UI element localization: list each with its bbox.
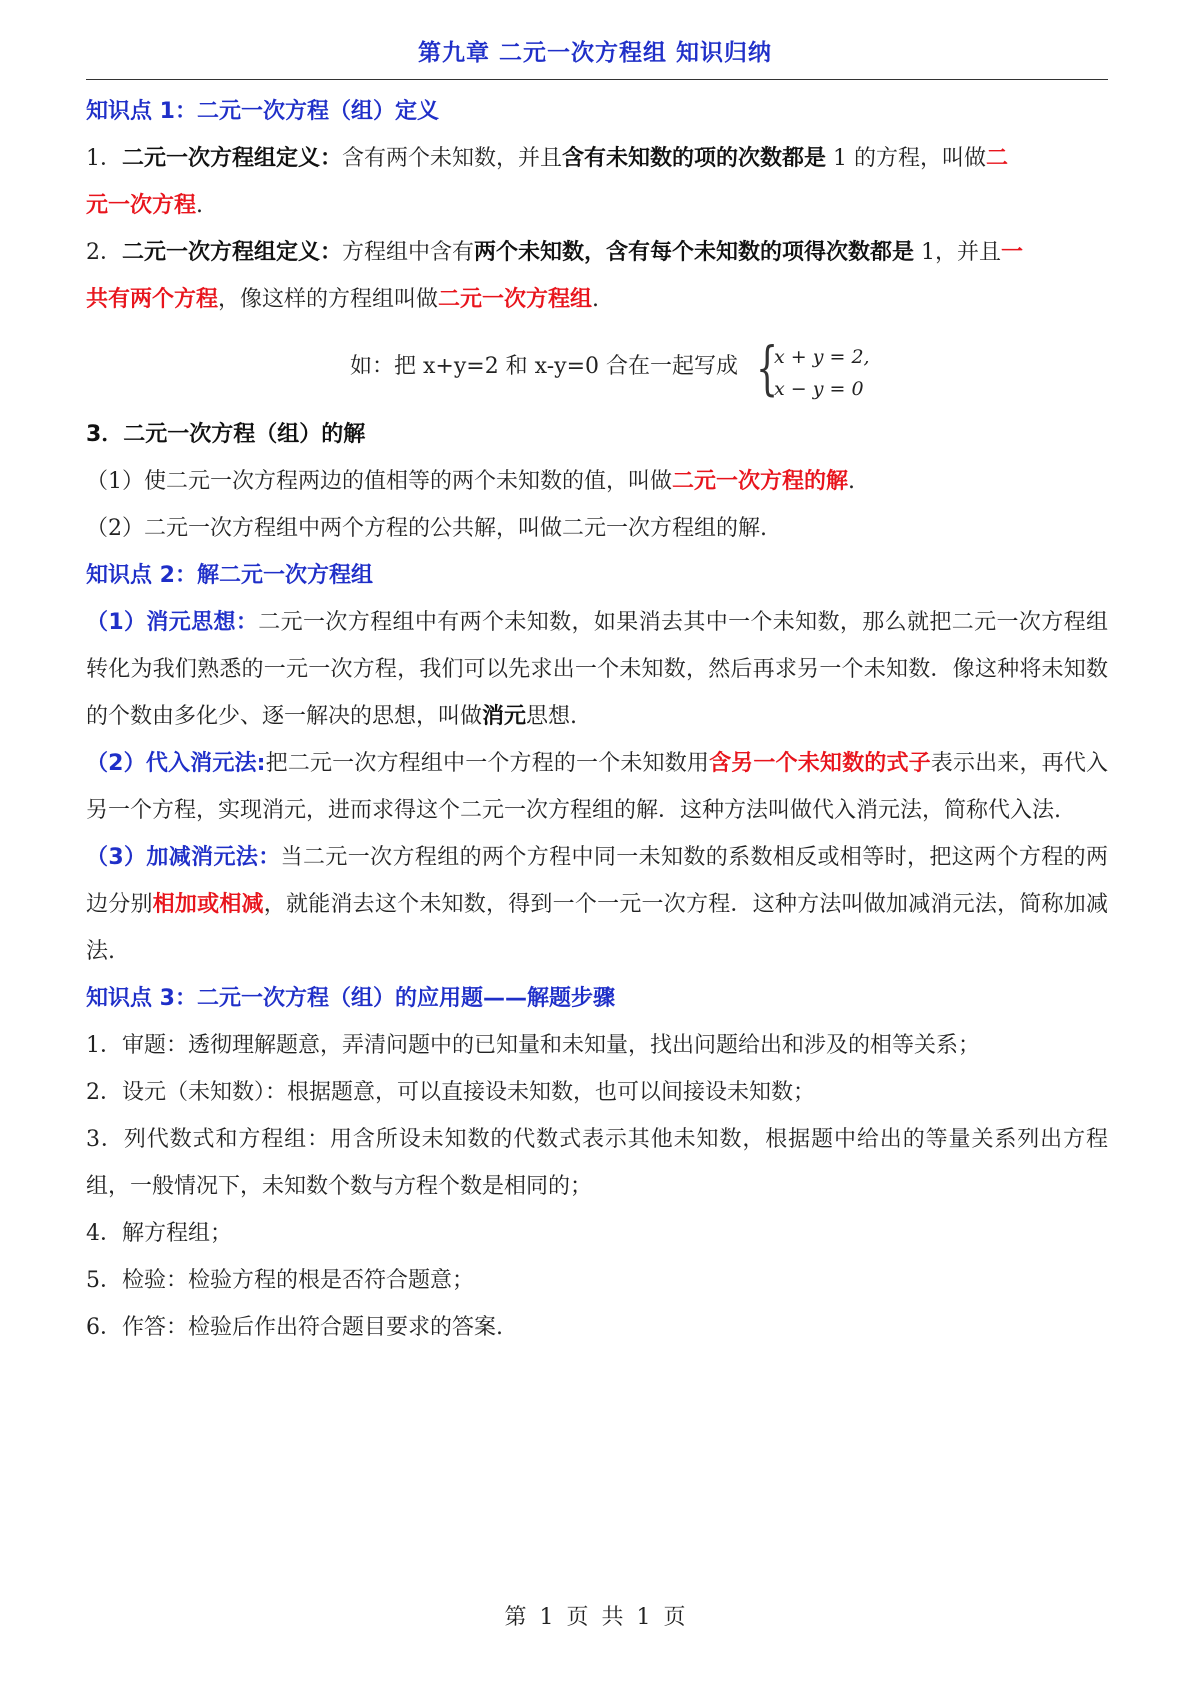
step-item: 4．解方程组； — [86, 1221, 232, 1246]
para-text: 二元一次方程组中有两个未知数，如果消去其中一个未知数，那么就把二元一次方程组转化为我们熟悉的一元一次方程，我们可以先求出一个未知数，然后再求另一个未知数．像这种将未知数的个数由多化少、逐一解决的思想，叫做 — [86, 610, 1108, 729]
kp2-paragraph2 — [86, 740, 1108, 834]
step-item: 1．审题：透彻理解题意，弄清问题中的已知量和未知量，找出问题给出和涉及的相等关系； — [86, 1033, 981, 1058]
item-label: 二元一次方程组定义： — [122, 240, 343, 265]
item-label: 二元一次方程组定义： — [122, 146, 343, 171]
equation-system — [774, 341, 870, 405]
item-bold-text: 两个未知数，含有每个未知数的项得次数都是 — [474, 240, 915, 265]
sub-text: （1）使二元一次方程两边的值相等的两个未知数的值，叫做 — [86, 469, 672, 494]
kp1-item3-heading: 3．二元一次方程（组）的解 — [86, 422, 366, 447]
item-text: ，像这样的方程组叫做 — [218, 287, 439, 312]
para-red-text: 含另一个未知数的式子 — [709, 751, 931, 776]
equation-example — [86, 323, 1108, 411]
step-item: 3．列代数式和方程组：用含所设未知数的代数式表示其他未知数，根据题中给出的等量关系列出方程组，一般情况下，未知数个数与方程个数是相同的； — [86, 1127, 1108, 1199]
sub-red-text: 二元一次方程的解 — [672, 469, 849, 494]
item-end: . — [592, 287, 600, 312]
kp1-item3-sub2: （2）二元一次方程组中两个方程的公共解，叫做二元一次方程组的解. — [86, 516, 767, 541]
item-number: 2． — [86, 240, 122, 265]
example-text: 如：把 x+y=2 和 x-y=0 合在一起写成 — [350, 354, 738, 379]
kp1-item1 — [86, 135, 1108, 229]
equation-line: x − y = 0 — [774, 378, 864, 400]
page-footer: 第 1 页 共 1 页 — [504, 1605, 686, 1630]
item-text: 1，并且 — [914, 240, 1002, 265]
item-red-text: 一 — [1001, 240, 1024, 265]
item-red-text: 二元一次方程组 — [438, 287, 593, 312]
para-bold-text: 消元 — [482, 704, 527, 729]
para-text: 当二元一次方程组的两个方程中同一未知数的系数相反或相等时，把这两个方程的两边分别 — [86, 845, 1108, 917]
para-text: ，就能消去这个未知数，得到一个一元一次方程．这种方法叫做加减消元法，简称加减法. — [86, 892, 1108, 964]
item-bold-text: 含有未知数的项的次数都是 — [562, 146, 827, 171]
item-number: 1． — [86, 146, 122, 171]
para-label: （3）加减消元法： — [86, 845, 281, 870]
item-text: 1 的方程，叫做 — [826, 146, 987, 171]
kp2-heading: 知识点 2：解二元一次方程组 — [86, 563, 373, 588]
item-red-text: 共有两个方程 — [86, 287, 219, 312]
sub-end: . — [848, 469, 856, 494]
equation-line: x + y = 2, — [774, 346, 870, 368]
kp2-paragraph3 — [86, 834, 1108, 975]
title-divider — [86, 79, 1108, 80]
para-text: 思想. — [526, 704, 578, 729]
kp1-heading: 知识点 1：二元一次方程（组）定义 — [86, 99, 439, 124]
para-text: 表示出来，再代入另一个方程，实现消元，进而求得这个二元一次方程组的解．这种方法叫做代入消元法，简称代入法. — [86, 751, 1108, 823]
item-red-text: 二 — [986, 146, 1009, 171]
item-red-text: 元一次方程 — [86, 193, 197, 218]
item-text: 含有两个未知数，并且 — [342, 146, 563, 171]
kp1-item3-sub1 — [86, 458, 1108, 505]
kp2-paragraph1 — [86, 599, 1108, 740]
step-item: 5．检验：检验方程的根是否符合题意； — [86, 1268, 474, 1293]
para-text: 把二元一次方程组中一个方程的一个未知数用 — [265, 751, 710, 776]
step-item: 6．作答：检验后作出符合题目要求的答案. — [86, 1315, 503, 1340]
kp1-item2 — [86, 229, 1108, 323]
item-end: . — [196, 193, 204, 218]
step-item: 2．设元（未知数）：根据题意，可以直接设未知数，也可以间接设未知数； — [86, 1080, 815, 1105]
brace-symbol: { — [756, 334, 779, 402]
para-red-text: 相加或相减 — [152, 892, 264, 917]
document-body — [86, 88, 1108, 1351]
para-label: （2）代入消元法: — [86, 751, 266, 776]
item-text: 方程组中含有 — [342, 240, 475, 265]
page-title: 第九章 二元一次方程组 知识归纳 — [417, 40, 772, 66]
para-label: （1）消元思想： — [86, 610, 259, 635]
kp3-heading: 知识点 3：二元一次方程（组）的应用题——解题步骤 — [86, 986, 615, 1011]
